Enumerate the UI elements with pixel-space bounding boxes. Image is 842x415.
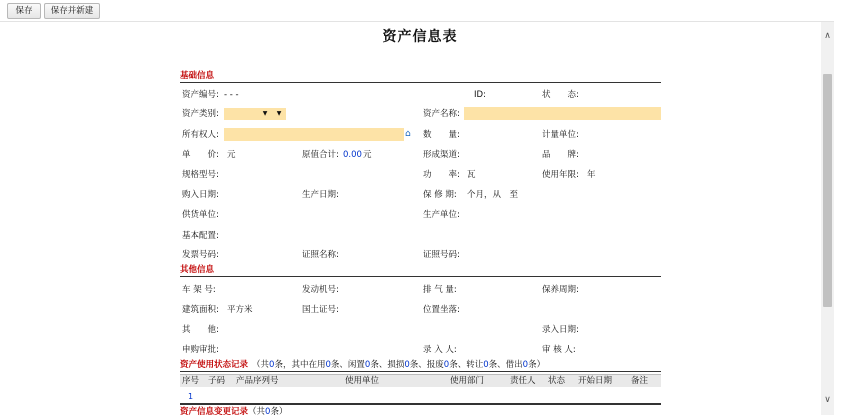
- engine-no-label: 发动机号:: [302, 285, 339, 295]
- supplier-label: 供货单位:: [182, 210, 219, 220]
- col-header: 状态: [548, 376, 566, 386]
- price-unit: 元: [227, 150, 236, 160]
- usage-summary: （共0条，其中在用0条、闲置0条、损损0条、报废0条、转让0条、借出0条）: [252, 360, 546, 370]
- asset-no-value: - - -: [224, 90, 239, 100]
- col-header: 序号: [182, 376, 200, 386]
- power-unit: 瓦: [467, 170, 476, 180]
- save-button[interactable]: 保存: [7, 3, 41, 19]
- toolbar: [0, 0, 834, 22]
- misc-label: 其 他:: [182, 325, 219, 335]
- cert-no-label: 证照号码:: [423, 250, 460, 260]
- maintain-cycle-label: 保养周期:: [542, 285, 579, 295]
- table-row-number: 1: [188, 392, 194, 401]
- unit-label: 计量单位:: [542, 130, 579, 140]
- price-label: 单 价:: [182, 150, 219, 160]
- category-select[interactable]: [224, 108, 286, 120]
- config-label: 基本配置:: [182, 231, 219, 241]
- brand-label: 品 牌:: [542, 150, 579, 160]
- location-label: 位置坐落:: [423, 305, 460, 315]
- col-header: 使用单位: [345, 376, 380, 386]
- warranty-value: 个月，从 至: [467, 190, 519, 200]
- producer-label: 生产单位:: [423, 210, 460, 220]
- scroll-down-icon[interactable]: ∨: [824, 395, 831, 405]
- auditor-label: 审 核 人:: [542, 345, 576, 355]
- years-label: 使用年限:: [542, 170, 579, 180]
- usage-table-header: [180, 374, 661, 387]
- section-usage-record: [180, 359, 661, 372]
- section-change-record: 资产信息变更记录（共0条）: [180, 407, 288, 415]
- area-unit: 平方米: [227, 305, 253, 315]
- col-header: 产品序列号: [236, 376, 279, 386]
- col-header: 责任人: [510, 376, 536, 386]
- col-header: 备注: [631, 376, 649, 386]
- chevron-down-icon[interactable]: ▼: [276, 110, 282, 117]
- quantity-label: 数 量:: [423, 130, 460, 140]
- divider: [180, 403, 661, 405]
- section-basic-info: [180, 70, 661, 83]
- frame-no-label: 车 架 号:: [182, 285, 216, 295]
- total-unit: 元: [363, 150, 372, 160]
- col-header: 子码: [208, 376, 226, 386]
- section-basic-title: 基础信息: [180, 71, 215, 81]
- name-label: 资产名称:: [423, 109, 460, 119]
- years-unit: 年: [587, 170, 596, 180]
- invoice-label: 发票号码:: [182, 250, 219, 260]
- col-header: 使用部门: [450, 376, 485, 386]
- area-label: 建筑面积:: [182, 305, 219, 315]
- cert-name-label: 证照名称:: [302, 250, 339, 260]
- col-header: 开始日期: [578, 376, 613, 386]
- owner-label: 所有权人:: [182, 130, 219, 140]
- entry-date-label: 录入日期:: [542, 325, 579, 335]
- section-other-info: [180, 264, 661, 277]
- save-and-new-button[interactable]: 保存并新建: [44, 3, 100, 19]
- total-value: 0.00: [343, 150, 362, 160]
- id-label: ID:: [474, 90, 486, 100]
- scroll-up-icon[interactable]: ∧: [824, 31, 831, 41]
- section-other-title: 其他信息: [180, 265, 215, 275]
- owner-input[interactable]: [224, 128, 404, 141]
- channel-label: 形成渠道:: [423, 150, 460, 160]
- model-label: 规格型号:: [182, 170, 219, 180]
- land-cert-label: 国土证号:: [302, 305, 339, 315]
- asset-name-input[interactable]: [464, 107, 661, 120]
- total-label: 原值合计:: [302, 150, 339, 160]
- category-label: 资产类别:: [182, 109, 219, 119]
- status-label: 状 态:: [542, 90, 579, 100]
- approval-label: 申购审批:: [182, 345, 219, 355]
- form-title: 资产信息表: [382, 29, 458, 45]
- org-picker-icon[interactable]: ⌂: [405, 129, 411, 139]
- chevron-down-icon[interactable]: ▼: [262, 110, 268, 117]
- power-label: 功 率:: [423, 170, 460, 180]
- vertical-scrollbar[interactable]: [821, 22, 834, 415]
- displacement-label: 排 气 量:: [423, 285, 457, 295]
- section-usage-title: 资产使用状态记录: [180, 360, 249, 370]
- buy-date-label: 购入日期:: [182, 190, 219, 200]
- entry-person-label: 录 入 人:: [423, 345, 457, 355]
- prod-date-label: 生产日期:: [302, 190, 339, 200]
- scroll-thumb[interactable]: [823, 74, 832, 307]
- asset-no-label: 资产编号:: [182, 90, 219, 100]
- warranty-label: 保 修 期:: [423, 190, 457, 200]
